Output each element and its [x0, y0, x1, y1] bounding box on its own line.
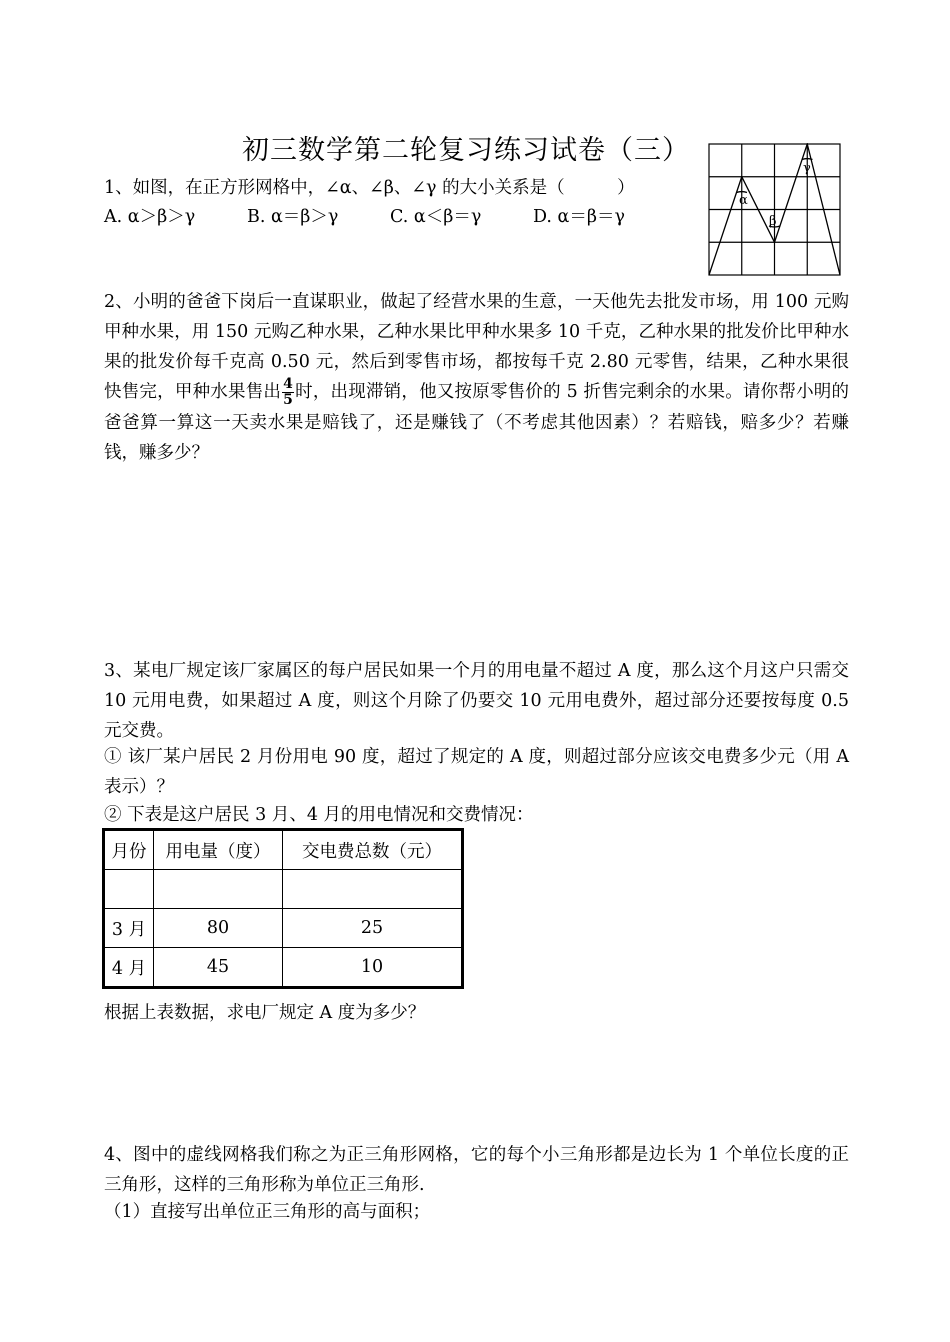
table-cell [154, 870, 283, 909]
table-cell [283, 870, 463, 909]
table-row [104, 948, 463, 988]
q1-option-c: C. α＜β＝γ [390, 207, 482, 227]
table-header-usage: 用电量（度） [154, 830, 283, 870]
q3-question: 根据上表数据，求电厂规定 A 度为多少？ [104, 1003, 426, 1023]
table-header-fee: 交电费总数（元） [283, 830, 463, 870]
alpha-label: α [739, 193, 748, 208]
q2-fraction [282, 377, 294, 408]
q2-fraction-numerator: 4 [283, 376, 293, 392]
table-cell: 10 [283, 948, 463, 988]
q1-option-b: B. α＝β＞γ [247, 207, 339, 227]
q4-intro: 4、图中的虚线网格我们称之为正三角形网格，它的每个小三角形都是边长为 1 个单位长度的正三角形，这样的三角形称为单位正三角形. [104, 1145, 849, 1195]
table-cell: 80 [154, 909, 283, 948]
gamma-label: γ [803, 161, 811, 176]
q2-part2: 时，出现滞销，他又按原零售价的 5 折售完剩余的水果。请你帮小明的爸爸算一算这一天卖水果是赔钱了，还是赚钱了（不考虑其他因素）？若赔钱，赔多少？若赚钱，赚多少？ [104, 382, 849, 463]
table-cell: 45 [154, 948, 283, 988]
q1-option-d: D. α＝β＝γ [533, 207, 625, 227]
grid-lines [709, 144, 840, 275]
table-cell: 3 月 [104, 909, 154, 948]
page-title: 初三数学第二轮复习练习试卷（三） [242, 135, 690, 166]
table-cell [104, 870, 154, 909]
q1-option-a: A. α＞β＞γ [104, 207, 196, 227]
table-cell: 25 [283, 909, 463, 948]
q3-sub2: ② 下表是这户居民 3 月、4 月的用电情况和交费情况： [104, 805, 534, 825]
electricity-fee-table [102, 828, 464, 989]
q2-fraction-denominator: 5 [283, 392, 293, 408]
square-grid-figure [708, 143, 842, 277]
q2-part1: 2、小明的爸爸下岗后一直谋职业，做起了经营水果的生意，一天他先去批发市场，用 100 元购甲种水果，用 150 元购乙种水果，乙种水果比甲种水果多 10 千克，乙种水果的批发价比甲种水果的批发价每千克高 0.50 元，然后到零售市场，都按每千克 2.80 元零售，结果，乙种水果很快售完，甲种水果售出 [104, 292, 849, 402]
table-header-month: 月份 [104, 830, 154, 870]
table-header-row [104, 830, 463, 870]
q2-text [104, 287, 849, 468]
q3-sub1: ① 该厂某户居民 2 月份用电 90 度，超过了规定的 A 度，则超过部分应该交电费多少元（用 A 表示）？ [104, 747, 849, 797]
table-cell: 4 月 [104, 948, 154, 988]
q1-stem: 1、如图，在正方形网格中，∠α、∠β、∠γ 的大小关系是（ ） [104, 178, 635, 198]
q4-sub1: （1）直接写出单位正三角形的高与面积； [104, 1202, 431, 1222]
q3-intro: 3、某电厂规定该厂家属区的每户居民如果一个月的用电量不超过 A 度，那么这个月这户只需交 10 元用电费，如果超过 A 度，则这个月除了仍要交 10 元用电费外，超过部分还要按每度 0.5 元交费。 [104, 661, 849, 741]
table-row [104, 870, 463, 909]
table-row [104, 909, 463, 948]
beta-label: β [769, 214, 777, 229]
